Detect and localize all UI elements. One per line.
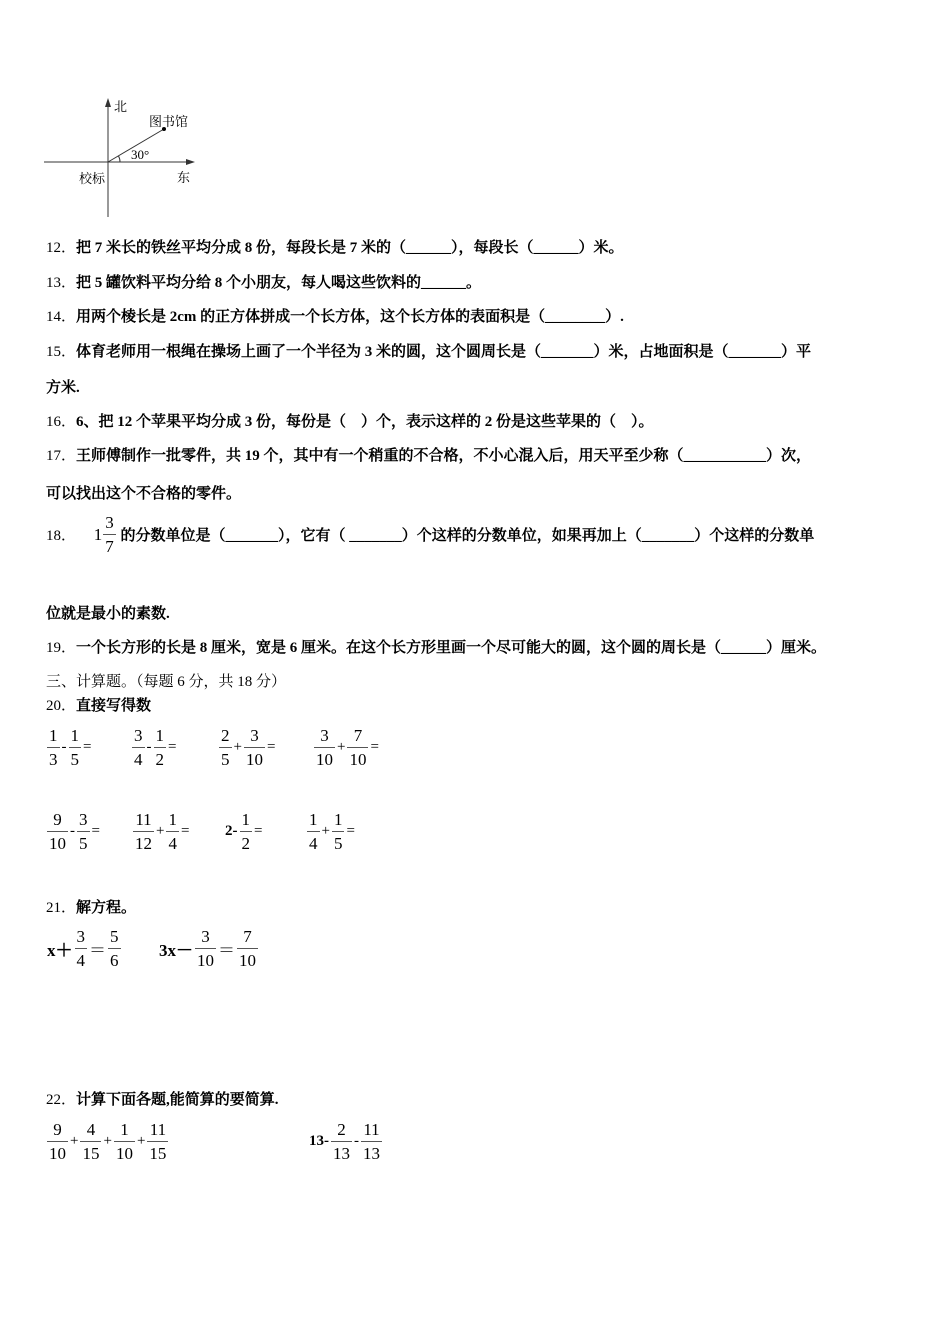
question-16 xyxy=(46,410,654,431)
calc-expression-2: $\frac{3}{4}$ - $\frac{1}{2}$ = xyxy=(134,726,177,769)
question-text: 直接写得数 xyxy=(76,698,152,714)
question-number: 18． xyxy=(46,528,77,544)
question-number: 13． xyxy=(46,275,77,291)
question-text: 计算下面各题,能简算的要简算. xyxy=(76,1092,279,1108)
question-12 xyxy=(46,236,624,257)
question-17-continued: 可以找出这个不合格的零件。 xyxy=(46,486,242,502)
question-18-continued: 位就是最小的素数. xyxy=(46,606,170,622)
question-text: 王师傅制作一批零件，共 19 个，其中有一个稍重的不合格，不小心混入后，用天平至少称（___________）次， xyxy=(76,448,812,464)
question-text: 把 5 罐饮料平均分给 8 个小朋友，每人喝这些饮料的______。 xyxy=(76,275,482,291)
mixed-number-fraction: $\frac{3}{7}$ xyxy=(105,513,114,556)
label-north: 北 xyxy=(114,99,128,114)
question-15 xyxy=(46,340,811,361)
simplify-expression-2: 13- $\frac{2}{13}$ - $\frac{11}{13}$ xyxy=(309,1120,380,1163)
question-text: 用两个棱长是 2cm 的正方体拼成一个长方体，这个长方体的表面积是（________）. xyxy=(76,309,624,325)
question-text: 的分数单位是（_______），它有（ _______）个这样的分数单位，如果再加上（_______）个这样的分数单 xyxy=(120,528,815,544)
question-number: 21． xyxy=(46,900,77,916)
question-number: 16． xyxy=(46,414,77,430)
label-angle: 30° xyxy=(131,147,150,162)
calc-expression-8: $\frac{1}{4}$ + $\frac{1}{5}$ = xyxy=(309,810,355,853)
question-text: 把 7 米长的铁丝平均分成 8 份，每段长是 7 米的（______），每段长（______）米。 xyxy=(76,240,624,256)
question-number: 20． xyxy=(46,698,77,714)
question-20 xyxy=(46,694,151,715)
equation-1: x＋ $\frac{3}{4}$ ＝ $\frac{5}{6}$ xyxy=(47,927,119,970)
question-17 xyxy=(46,444,811,465)
calc-expression-6: $\frac{11}{12}$ + $\frac{1}{4}$ = xyxy=(135,810,190,853)
section-3-heading: 三、计算题。（每题 6 分，共 18 分） xyxy=(46,674,287,690)
calc-expression-3: $\frac{2}{5}$ + $\frac{3}{10}$ = xyxy=(221,726,276,769)
question-15-continued: 方米. xyxy=(46,380,80,396)
question-number: 12． xyxy=(46,240,77,256)
calc-expression-5: $\frac{9}{10}$ - $\frac{3}{5}$ = xyxy=(49,810,100,853)
calc-expression-7: 2- $\frac{1}{2}$ = xyxy=(225,810,263,853)
label-school: 校标 xyxy=(79,171,106,186)
question-number: 17． xyxy=(46,448,77,464)
equation-2: 3x－ $\frac{3}{10}$ ＝ $\frac{7}{10}$ xyxy=(159,927,256,970)
question-text: 体育老师用一根绳在操场上画了一个半径为 3 米的圆，这个圆周长是（_______）米，占地面积是（_______）平 xyxy=(76,344,812,360)
question-18 xyxy=(46,514,814,555)
east-arrowhead xyxy=(186,159,195,165)
question-21 xyxy=(46,896,136,917)
question-number: 15． xyxy=(46,344,77,360)
question-22 xyxy=(46,1088,279,1109)
question-text: 6、把 12 个苹果平均分成 3 份，每份是（ ）个，表示这样的 2 份是这些苹果的（ ）。 xyxy=(76,414,654,430)
question-number: 22． xyxy=(46,1092,77,1108)
question-text: 解方程。 xyxy=(76,900,137,916)
north-arrowhead xyxy=(105,98,111,107)
question-text: 一个长方形的长是 8 厘米，宽是 6 厘米。在这个长方形里画一个尽可能大的圆，这个圆的周长是（______）厘米。 xyxy=(76,640,827,656)
calc-expression-4: $\frac{3}{10}$ + $\frac{7}{10}$ = xyxy=(316,726,379,769)
angle-arc xyxy=(119,156,121,162)
question-14 xyxy=(46,305,624,326)
question-19 xyxy=(46,636,826,657)
mixed-number-whole: 1 xyxy=(93,524,103,544)
question-number: 14． xyxy=(46,309,77,325)
label-library: 图书馆 xyxy=(149,114,189,129)
simplify-expression-1: $\frac{9}{10}$ + $\frac{4}{15}$ + $\frac{1}{10}$ + $\frac{11}{15}$ xyxy=(49,1120,167,1163)
question-number: 19． xyxy=(46,640,77,656)
question-13 xyxy=(46,271,481,292)
label-east: 东 xyxy=(177,170,191,185)
calc-expression-1: $\frac{1}{3}$ - $\frac{1}{5}$ = xyxy=(49,726,92,769)
